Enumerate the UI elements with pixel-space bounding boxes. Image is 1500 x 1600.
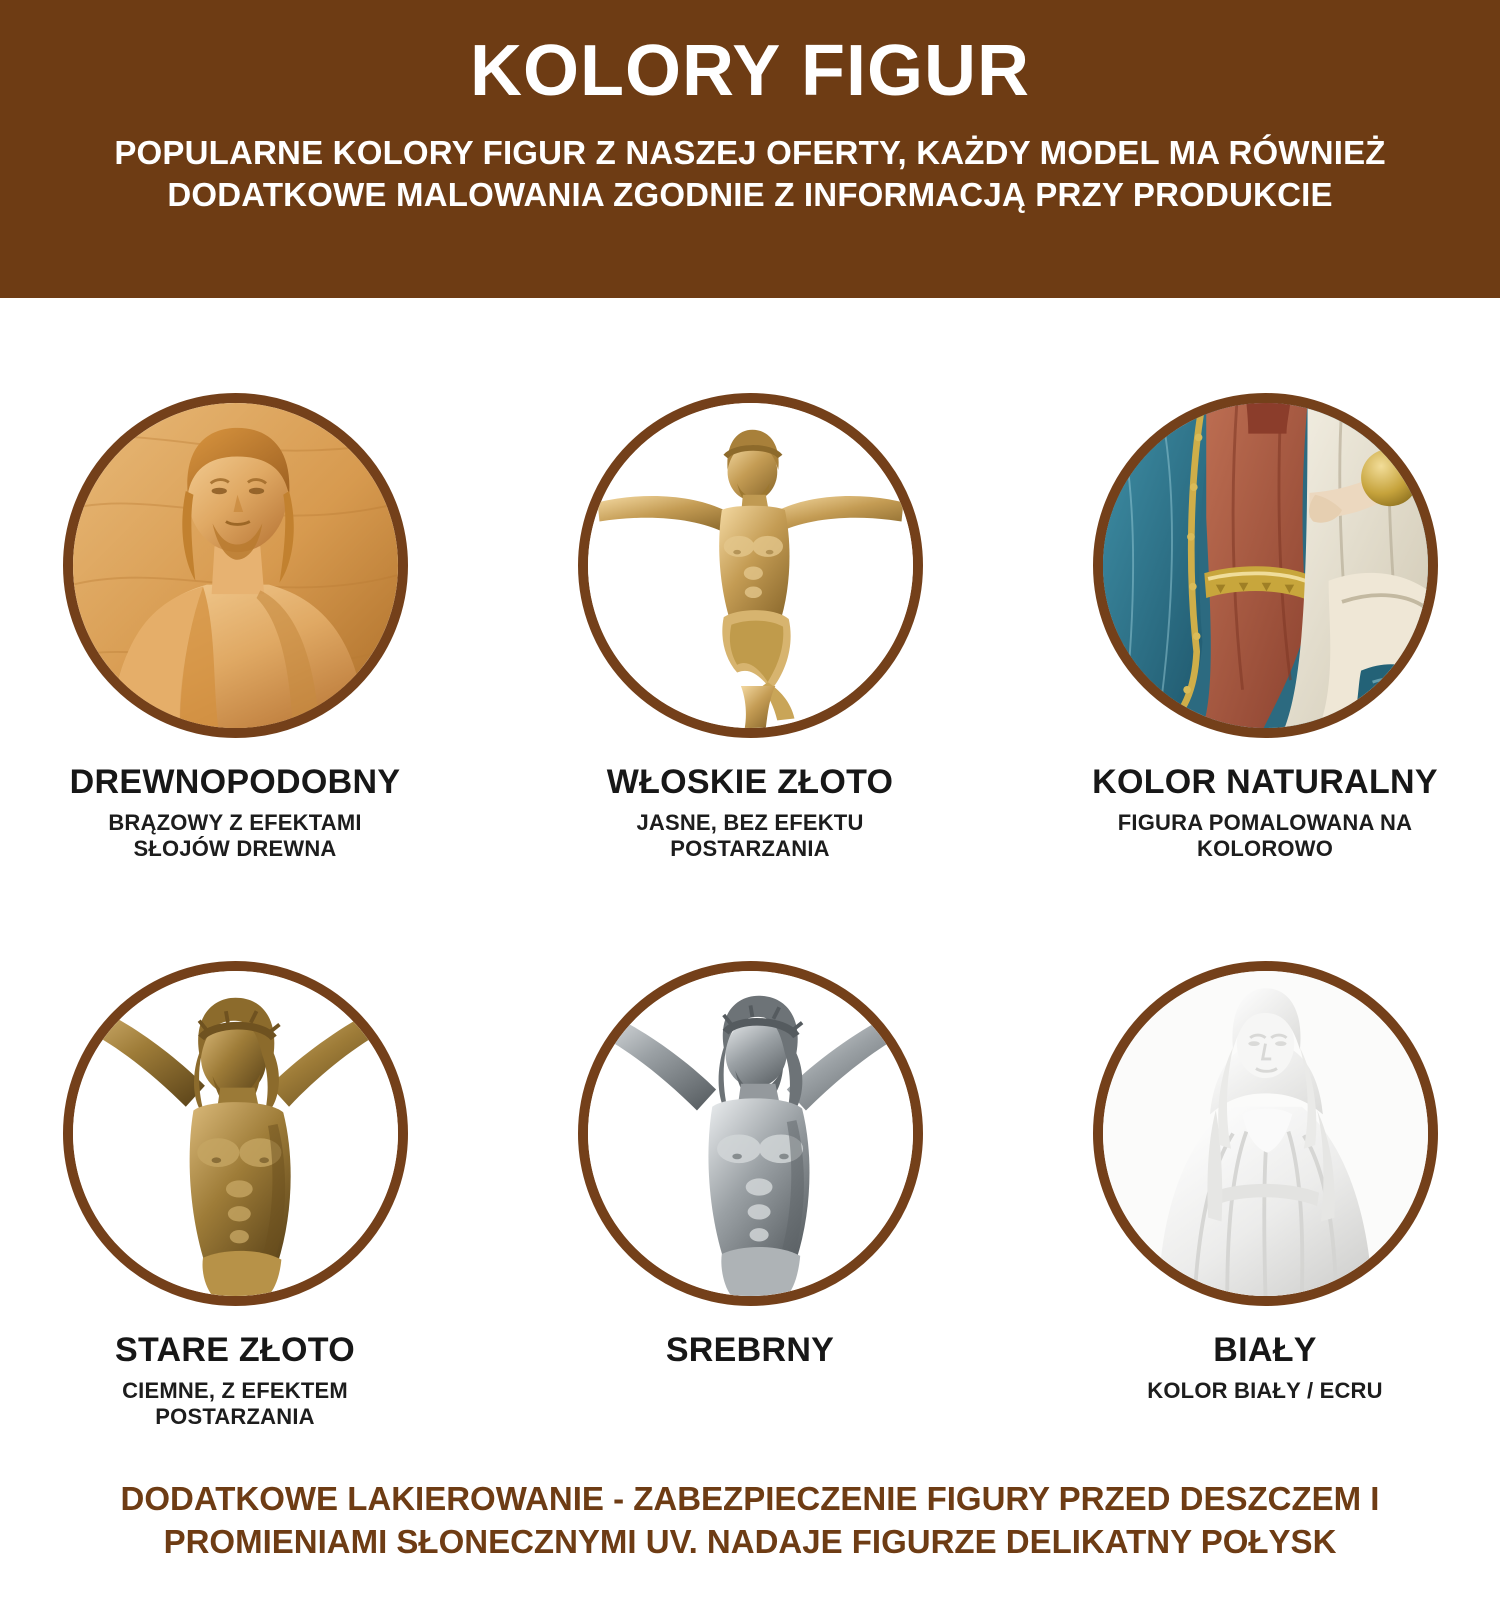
- swatch-title: STARE ZŁOTO: [114, 1330, 356, 1369]
- swatch-card-kolor-naturalny[interactable]: [1090, 393, 1440, 861]
- header-banner: [0, 0, 1500, 298]
- page-subtitle: POPULARNE KOLORY FIGUR Z NASZEJ OFERTY, KAŻDY MODEL MA RÓWNIEŻ DODATKOWE MALOWANIA ZGODNIE Z INFORMACJĄ PRZY PRODUKCIE: [114, 133, 1386, 214]
- swatch-subtitle: CIEMNE, Z EFEKTEM POSTARZANIA: [122, 1378, 348, 1429]
- statue-photo-silver-crucifix: [588, 971, 913, 1296]
- swatch-subtitle: BRĄZOWY Z EFEKTAMI SŁOJÓW DREWNA: [108, 810, 362, 861]
- swatch-card-drewnopodobny[interactable]: [60, 393, 410, 861]
- swatch-title: DREWNOPODOBNY: [69, 763, 401, 801]
- statue-photo-natural-color-painted-madonna: [1103, 403, 1428, 728]
- swatch-title: WŁOSKIE ZŁOTO: [606, 763, 894, 801]
- swatch-image-wloskie-zloto: [578, 393, 923, 738]
- footer-note: DODATKOWE LAKIEROWANIE - ZABEZPIECZENIE FIGURY PRZED DESZCZEM I PROMIENIAMI SŁONECZNYMI UV. NADAJE FIGURZE DELIKATNY POŁYSK: [120, 1480, 1380, 1561]
- swatch-card-stare-zloto[interactable]: [60, 961, 410, 1429]
- swatch-card-bialy[interactable]: [1090, 961, 1440, 1429]
- swatch-card-wloskie-zloto[interactable]: [575, 393, 925, 861]
- swatch-image-kolor-naturalny: [1093, 393, 1438, 738]
- statue-photo-italian-gold-crucifix: [588, 403, 913, 728]
- swatch-subtitle: KOLOR BIAŁY / ECRU: [1147, 1378, 1383, 1404]
- swatch-image-bialy: [1093, 961, 1438, 1306]
- swatch-title: SREBRNY: [665, 1330, 835, 1369]
- swatch-image-srebrny: [578, 961, 923, 1306]
- swatch-row-2: [60, 961, 1440, 1429]
- swatch-title: BIAŁY: [1213, 1330, 1317, 1369]
- statue-photo-wood-like-christ-bust: [73, 403, 398, 728]
- page-title: KOLORY FIGUR: [469, 31, 1030, 111]
- swatch-subtitle: JASNE, BEZ EFEKTU POSTARZANIA: [636, 810, 864, 861]
- swatch-image-stare-zloto: [63, 961, 408, 1306]
- swatch-image-drewnopodobny: [63, 393, 408, 738]
- statue-photo-white-madonna: [1103, 971, 1428, 1296]
- statue-photo-old-gold-crucifix: [73, 971, 398, 1296]
- swatch-title: KOLOR NATURALNY: [1092, 763, 1438, 801]
- swatch-row-1: [60, 393, 1440, 861]
- color-swatch-grid: [0, 298, 1500, 1429]
- swatch-subtitle: FIGURA POMALOWANA NA KOLOROWO: [1117, 810, 1413, 861]
- swatch-card-srebrny[interactable]: [575, 961, 925, 1429]
